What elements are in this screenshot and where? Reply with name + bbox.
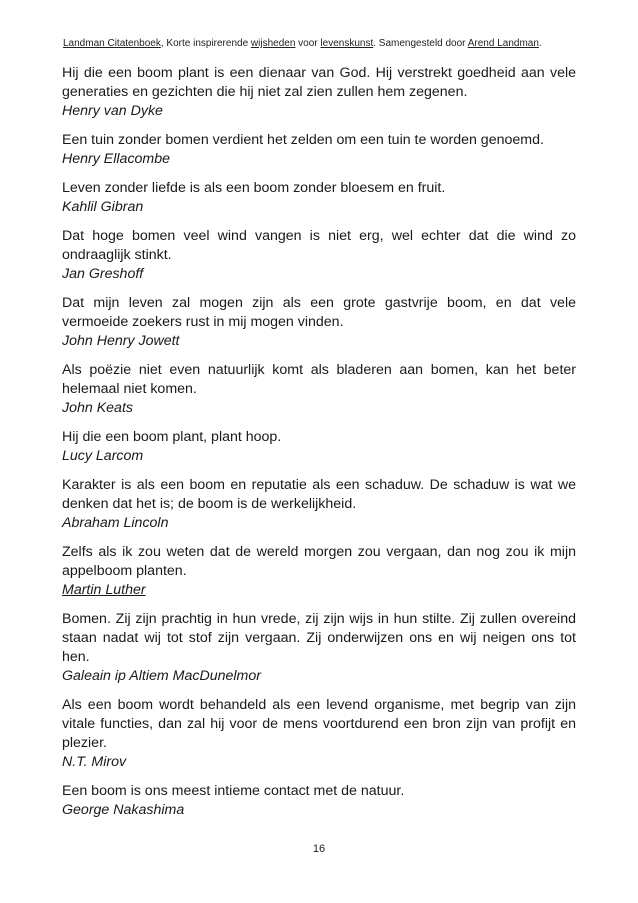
quote-item — [62, 179, 576, 217]
quote-author: John Henry Jowett — [62, 333, 180, 349]
quote-text: Hij die een boom plant, plant hoop. — [62, 429, 282, 445]
quote-text: Als een boom wordt behandeld als een levend organisme, met begrip van zijn vitale functies, dan zal hij voor de mens voortdurend een bron zijn van profijt en plezier. — [62, 697, 576, 751]
quote-item — [62, 361, 576, 418]
header-link-author[interactable]: Arend Landman — [467, 38, 539, 49]
header-text-3: . Samengesteld door — [373, 38, 468, 49]
quote-text: Dat hoge bomen veel wind vangen is niet erg, wel echter dat die wind zo ondraaglijk stinkt. — [62, 228, 576, 263]
quote-item — [62, 131, 576, 169]
quote-author: Galeain ip Altiem MacDunelmor — [62, 668, 261, 684]
quote-text: Zelfs als ik zou weten dat de wereld morgen zou vergaan, dan nog zou ik mijn appelboom planten. — [62, 544, 576, 579]
quote-item — [62, 696, 576, 772]
quote-item — [62, 476, 576, 533]
quote-text: Leven zonder liefde is als een boom zonder bloesem en fruit. — [62, 180, 446, 196]
quote-author: Abraham Lincoln — [62, 515, 169, 531]
quote-text: Als poëzie niet even natuurlijk komt als bladeren aan bomen, kan het beter helemaal niet komen. — [62, 362, 576, 397]
quote-list — [62, 64, 576, 830]
header-text-end: . — [538, 38, 542, 49]
quote-text: Dat mijn leven zal mogen zijn als een grote gastvrije boom, en dat vele vermoeide zoekers rust in mij mogen vinden. — [62, 295, 576, 330]
header-link-citatenboek[interactable]: Landman Citatenboek — [63, 38, 161, 49]
quote-author: George Nakashima — [62, 802, 185, 818]
quote-text: Bomen. Zij zijn prachtig in hun vrede, zij zijn wijs in hun stilte. Zij zullen overeind staan nadat wij tot stof zijn vergaan. Zij onderwijzen ons en wij neigen ons tot hen. — [62, 611, 576, 665]
quote-text: Karakter is als een boom en reputatie als een schaduw. De schaduw is wat we denken dat het is; de boom is de werkelijkheid. — [62, 477, 576, 512]
quote-item — [62, 610, 576, 686]
quote-author: N.T. Mirov — [62, 754, 127, 770]
quote-author: Lucy Larcom — [62, 448, 144, 464]
quote-item — [62, 227, 576, 284]
quote-author: John Keats — [62, 400, 133, 416]
quote-author: Henry Ellacombe — [62, 151, 171, 167]
quote-item — [62, 782, 576, 820]
quote-author-link[interactable]: Martin Luther — [62, 582, 146, 598]
header-link-wijsheden[interactable]: wijsheden — [250, 38, 296, 49]
quote-author: Henry van Dyke — [62, 103, 163, 119]
quote-text: Een boom is ons meest intieme contact met de natuur. — [62, 783, 405, 799]
quote-item — [62, 64, 576, 121]
page-header — [63, 38, 583, 50]
header-text-2: voor — [295, 38, 321, 49]
quote-item — [62, 543, 576, 600]
page-number: 16 — [312, 843, 326, 855]
quote-author: Jan Greshoff — [62, 266, 144, 282]
quote-text: Een tuin zonder bomen verdient het zelden om een tuin te worden genoemd. — [62, 132, 544, 148]
header-text-1: , Korte inspirerende — [160, 38, 251, 49]
quote-item — [62, 294, 576, 351]
quote-text: Hij die een boom plant is een dienaar van God. Hij verstrekt goedheid aan vele generaties en gezichten die hij niet zal zien zullen hem zegenen. — [62, 65, 576, 100]
quote-author: Kahlil Gibran — [62, 199, 144, 215]
header-link-levenskunst[interactable]: levenskunst — [320, 38, 374, 49]
quote-item — [62, 428, 576, 466]
